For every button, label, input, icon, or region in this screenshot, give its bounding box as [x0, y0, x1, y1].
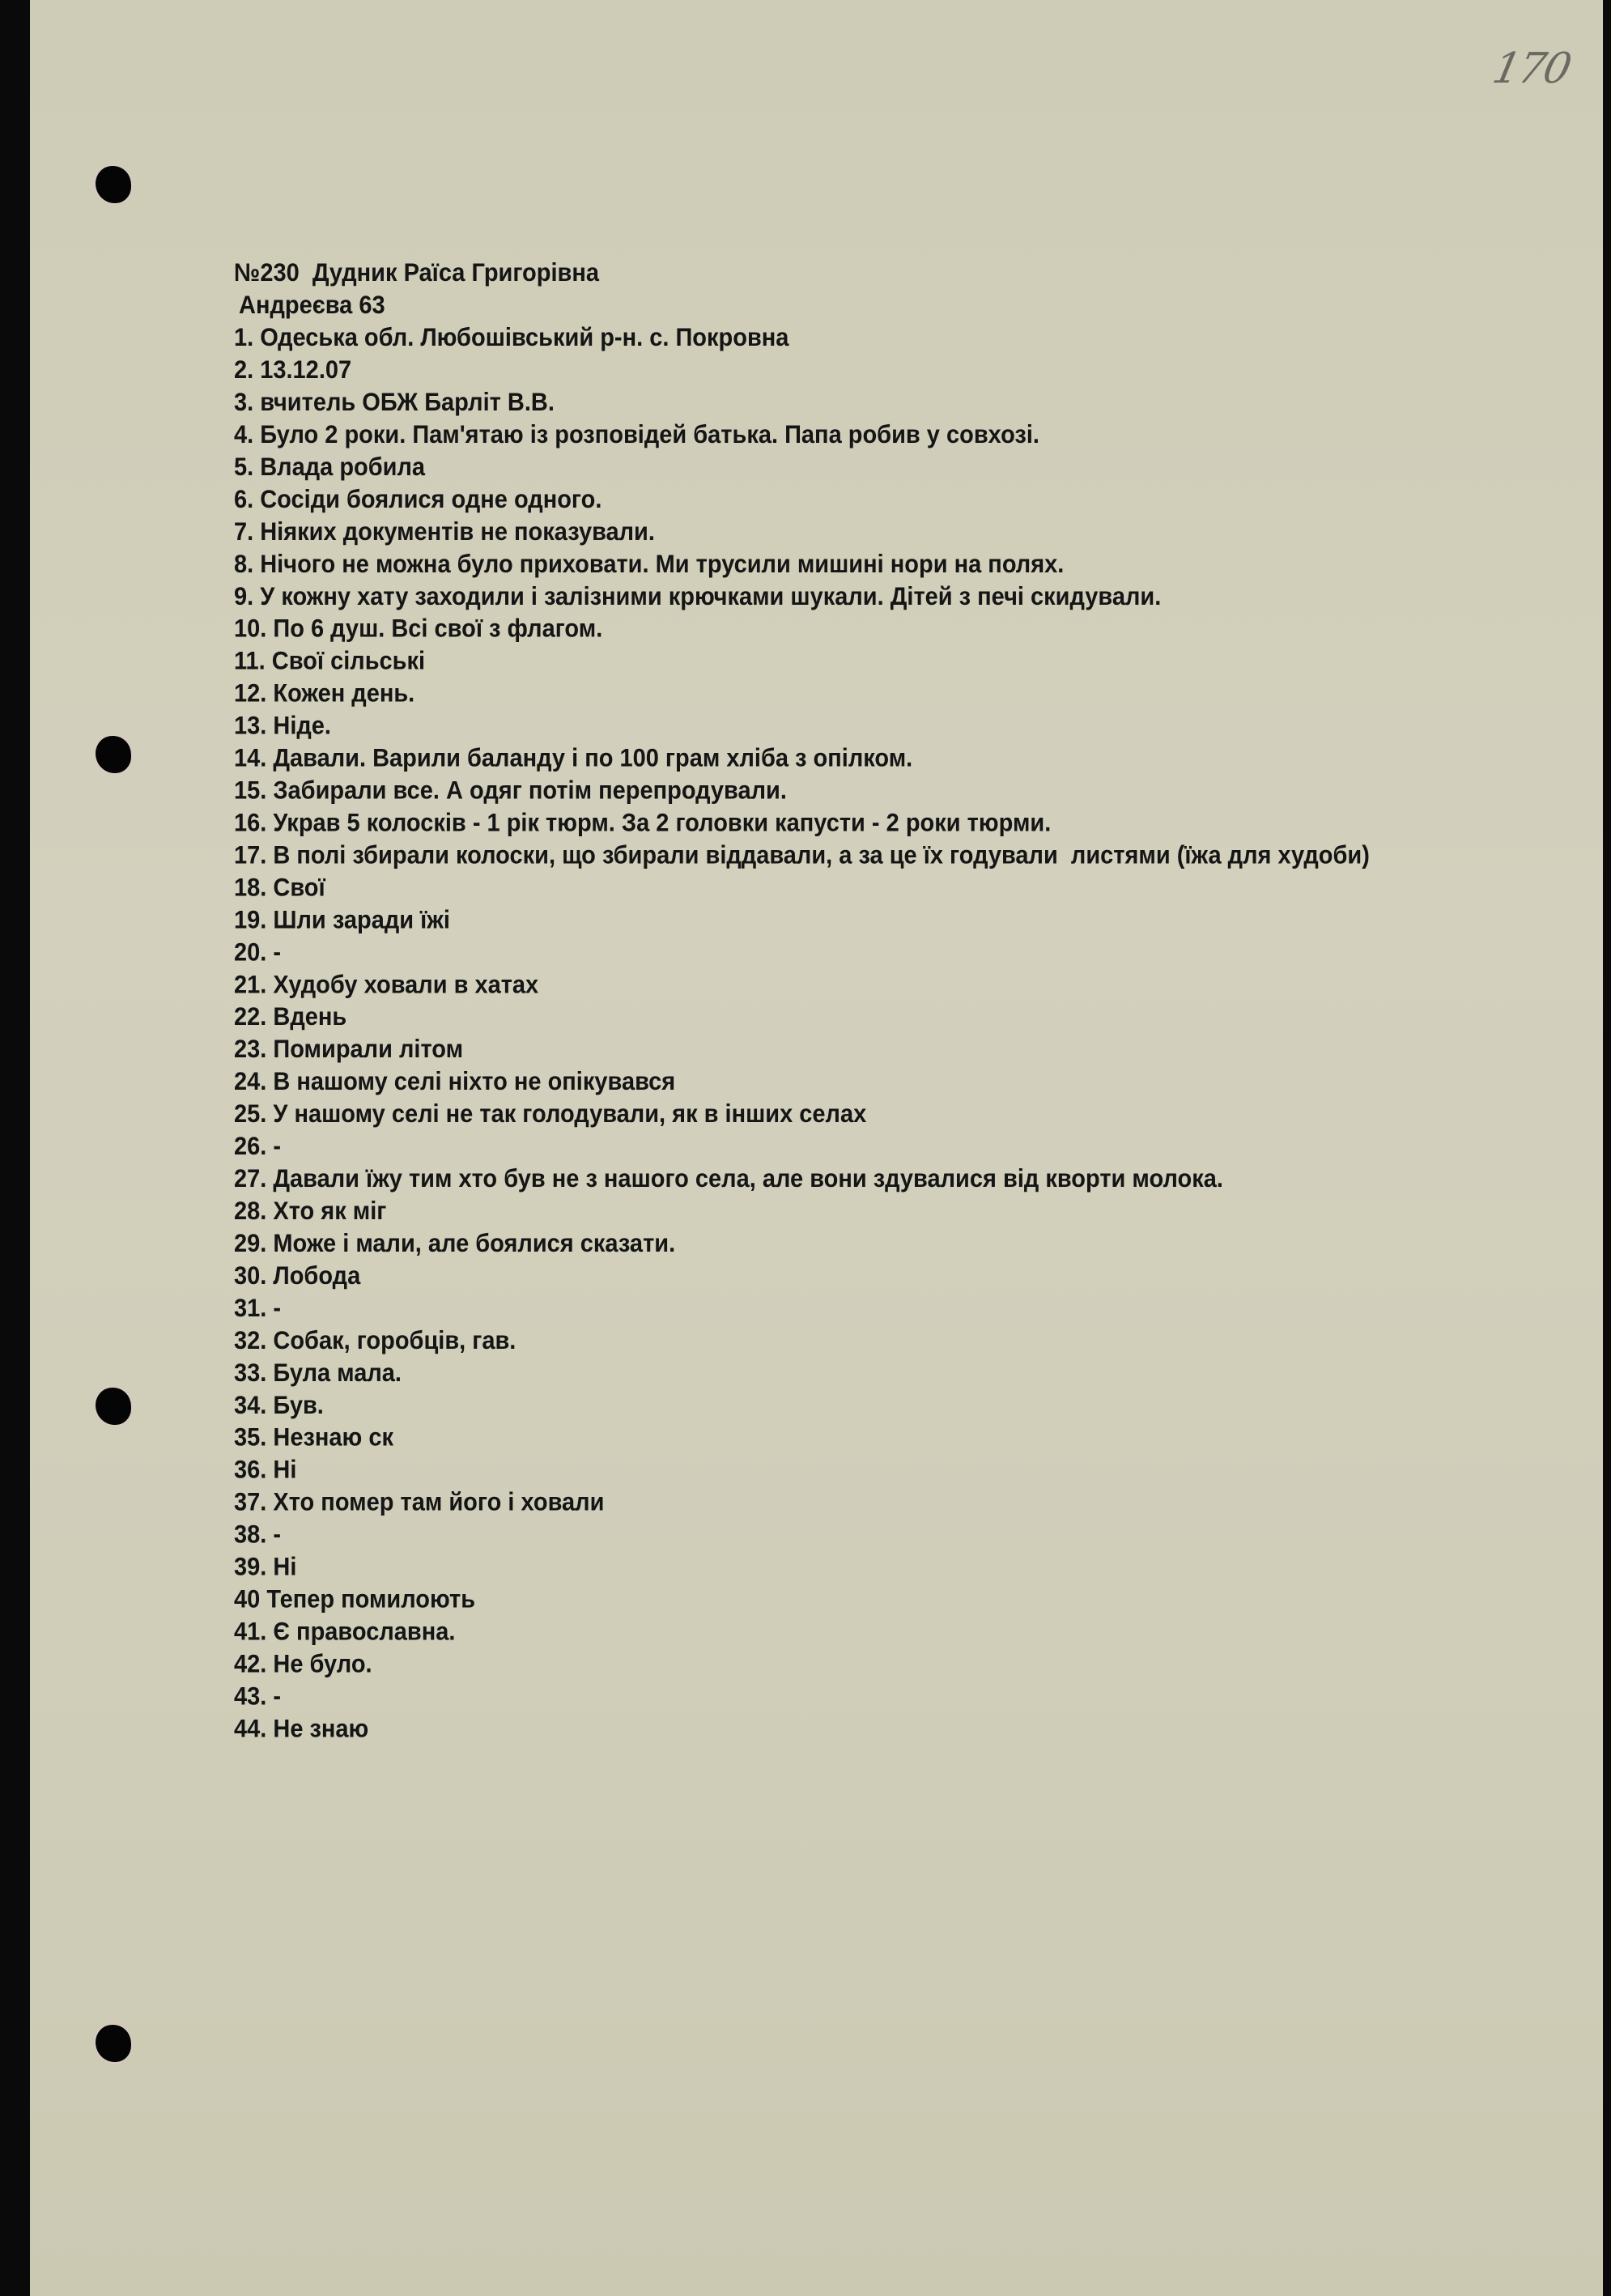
answer-line: 19. Шли заради їжі	[234, 906, 450, 934]
punch-hole	[96, 2025, 131, 2062]
answer-line: 3. вчитель ОБЖ Барліт В.В.	[234, 389, 555, 417]
answer-line: 27. Давали їжу тим хто був не з нашого села, але вони здувалися від кворти молока.	[234, 1165, 1223, 1193]
answer-line: 43. -	[234, 1682, 282, 1711]
answer-line: 35. Незнаю ск	[234, 1423, 393, 1452]
answer-line: 2. 13.12.07	[234, 356, 352, 385]
punch-hole	[96, 166, 131, 203]
answer-line: 13. Ніде.	[234, 712, 331, 741]
answer-line: 23. Помирали літом	[234, 1035, 464, 1064]
answers-list	[234, 322, 1370, 1745]
answer-line: 21. Худобу ховали в хатах	[234, 971, 539, 999]
answer-line: 25. У нашому селі не так голодували, як в інших селах	[234, 1100, 867, 1129]
answer-line: 34. Був.	[234, 1391, 324, 1420]
answer-line: 15. Забирали все. А одяг потім перепродували.	[234, 776, 787, 806]
document-title: №230 Дудник Раїса Григорівна	[234, 259, 600, 287]
answer-line: 7. Ніяких документів не показували.	[234, 517, 655, 546]
answer-line: 24. В нашому селі ніхто не опікувався	[234, 1068, 676, 1096]
document-text	[234, 257, 1370, 1745]
answer-line: 26. -	[234, 1133, 282, 1161]
answer-line: 1. Одеська обл. Любошівський р-н. с. Покровна	[234, 324, 789, 352]
answer-line: 4. Було 2 роки. Пам'ятаю із розповідей батька. Папа робив у совхозі.	[234, 420, 1039, 449]
answer-line: 42. Не було.	[234, 1650, 372, 1678]
answer-line: 10. По 6 душ. Всі свої з флагом.	[234, 614, 603, 644]
answer-line: 38. -	[234, 1520, 282, 1550]
answer-line: 12. Кожен день.	[234, 679, 415, 708]
answer-line: 14. Давали. Варили баланду і по 100 грам хліба з опілком.	[234, 744, 913, 773]
answer-line: 9. У кожну хату заходили і залізними крючками шукали. Дітей з печі скидували.	[234, 582, 1162, 611]
answer-line: 39. Ні	[234, 1553, 297, 1582]
answer-line: 11. Свої сільські	[234, 647, 426, 676]
answer-line: 8. Нічого не можна було приховати. Ми трусили мишині нори на полях.	[234, 550, 1065, 579]
answer-line: 36. Ні	[234, 1456, 297, 1485]
answer-line: 40 Тепер помилоють	[234, 1585, 476, 1614]
answer-line: 5. Влада робила	[234, 453, 426, 482]
answer-line: 32. Собак, горобців, гав.	[234, 1326, 516, 1355]
document-subtitle: Андреєва 63	[239, 291, 385, 320]
answer-line: 30. Лобода	[234, 1261, 361, 1290]
punch-hole	[96, 736, 131, 773]
handwritten-page-number: 170	[1488, 45, 1575, 93]
answer-line: 20. -	[234, 938, 282, 967]
answer-line: 31. -	[234, 1294, 282, 1323]
answer-line: 16. Украв 5 колосків - 1 рік тюрм. За 2 головки капусти - 2 роки тюрми.	[234, 809, 1052, 838]
answer-line: 44. Не знаю	[234, 1715, 369, 1743]
answer-line: 37. Хто помер там його і ховали	[234, 1488, 605, 1517]
answer-line: 6. Сосіди боялися одне одного.	[234, 485, 602, 514]
answer-line: 18. Свої	[234, 874, 325, 902]
answer-line: 17. В полі збирали колоски, що збирали віддавали, а за це їх годували листями (їжа для худоби)	[234, 841, 1370, 870]
answer-line: 41. Є православна.	[234, 1618, 456, 1647]
answer-line: 22. Вдень	[234, 1003, 347, 1031]
punch-hole	[96, 1388, 131, 1425]
answer-line: 33. Була мала.	[234, 1358, 402, 1388]
answer-line: 29. Може і мали, але боялися сказати.	[234, 1229, 676, 1258]
answer-line: 28. Хто як міг	[234, 1197, 387, 1226]
